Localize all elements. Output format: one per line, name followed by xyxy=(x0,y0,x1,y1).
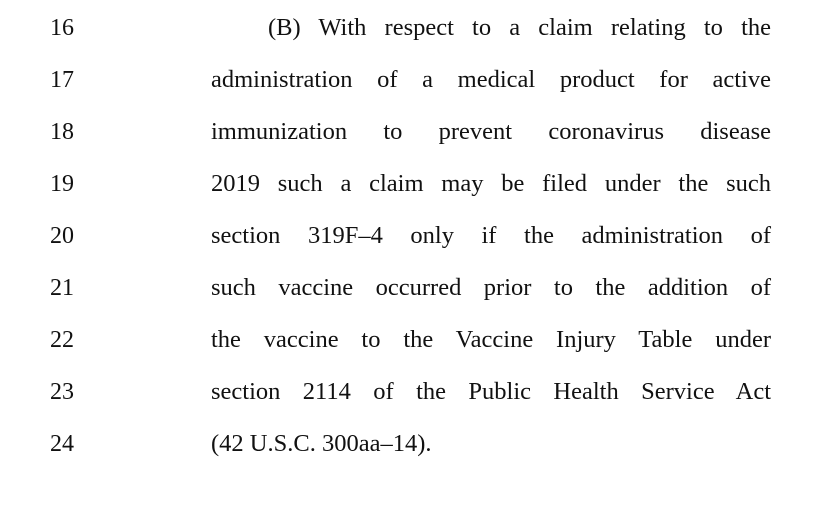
document-line xyxy=(0,216,826,256)
line-number: 17 xyxy=(50,67,74,93)
line-number: 24 xyxy=(50,431,74,457)
document-line xyxy=(0,8,826,48)
line-text: section 319F–4 only if the administration of xyxy=(211,222,771,249)
document-line xyxy=(0,268,826,308)
document-line xyxy=(0,164,826,204)
line-number: 19 xyxy=(50,171,74,197)
line-number: 23 xyxy=(50,379,74,405)
document-line xyxy=(0,372,826,412)
document-line xyxy=(0,320,826,360)
line-text: (B) With respect to a claim relating to the xyxy=(268,14,771,41)
document-line xyxy=(0,60,826,100)
line-number: 20 xyxy=(50,223,74,249)
line-text: the vaccine to the Vaccine Injury Table under xyxy=(211,326,771,353)
line-number: 21 xyxy=(50,275,74,301)
document-line xyxy=(0,112,826,152)
line-number: 16 xyxy=(50,15,74,41)
line-text: administration of a medical product for active xyxy=(211,66,771,93)
line-text: immunization to prevent coronavirus disease xyxy=(211,118,771,145)
line-number: 18 xyxy=(50,119,74,145)
line-text: such vaccine occurred prior to the addition of xyxy=(211,274,771,301)
line-text: section 2114 of the Public Health Service Act xyxy=(211,378,771,405)
line-text: 2019 such a claim may be filed under the such xyxy=(211,170,771,197)
line-number: 22 xyxy=(50,327,74,353)
document-line xyxy=(0,424,826,464)
line-text: (42 U.S.C. 300aa–14). xyxy=(211,430,432,457)
